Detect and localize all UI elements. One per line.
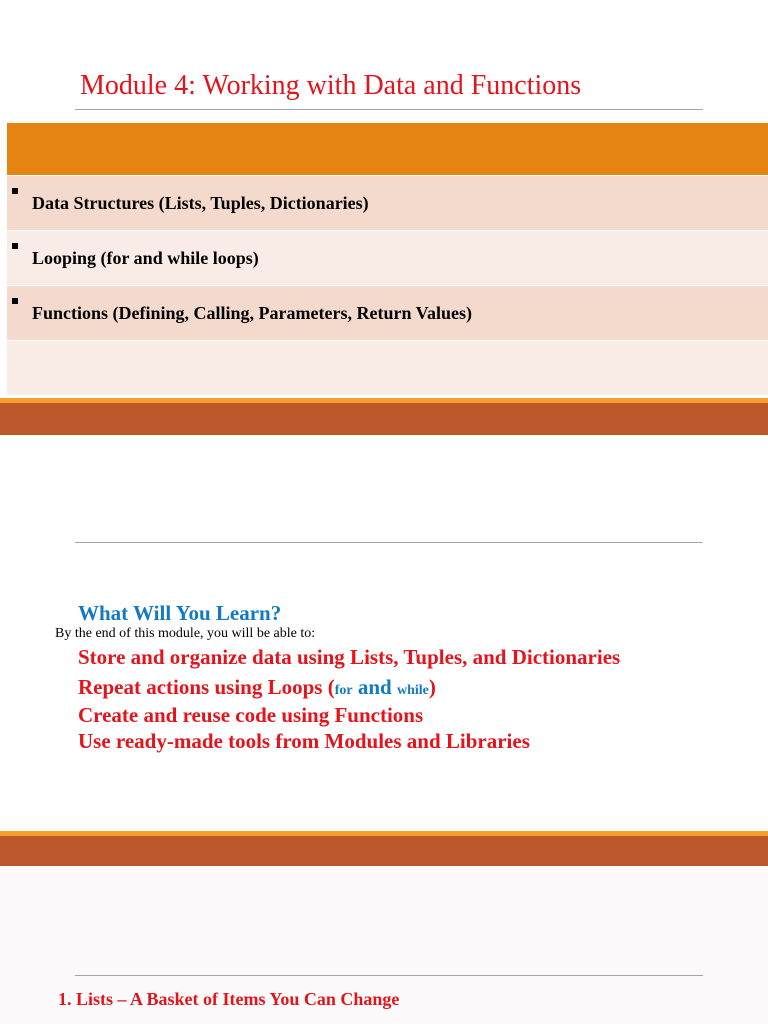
table-row-text: Looping (for and while loops) (32, 247, 259, 268)
table-row-empty (7, 340, 768, 395)
table-row (7, 285, 768, 340)
bullet-icon (12, 188, 18, 194)
learn-item: Store and organize data using Lists, Tuples, and Dictionaries (78, 645, 621, 669)
learn-item (78, 675, 436, 700)
table-row-text: Functions (Defining, Calling, Parameters, Return Values) (32, 302, 472, 323)
slide-separator-band (0, 831, 768, 868)
learn-item-and: and (352, 675, 397, 699)
title-divider (75, 109, 703, 110)
keyword-while: while (396, 683, 429, 698)
slide-separator-band (0, 398, 768, 435)
learn-intro: By the end of this module, you will be able to: (55, 626, 316, 641)
section-divider (75, 975, 703, 976)
learn-item-text: Repeat actions using Loops ( (78, 675, 335, 699)
table-row (7, 175, 768, 230)
table-row-text: Data Structures (Lists, Tuples, Dictionaries) (32, 192, 369, 213)
keyword-for: for (334, 683, 353, 698)
table-row (7, 230, 768, 285)
learn-item-text: ) (428, 675, 436, 699)
learn-item: Use ready-made tools from Modules and Libraries (78, 729, 530, 753)
learn-item: Create and reuse code using Functions (78, 703, 424, 727)
table-header (7, 123, 768, 175)
section-divider (75, 542, 703, 543)
bullet-icon (12, 298, 18, 304)
learn-heading: What Will You Learn? (78, 601, 282, 625)
section-heading: 1. Lists – A Basket of Items You Can Change (58, 989, 400, 1009)
bullet-icon (12, 243, 18, 249)
page-title: Module 4: Working with Data and Functions (80, 70, 582, 101)
topics-table (7, 123, 768, 395)
